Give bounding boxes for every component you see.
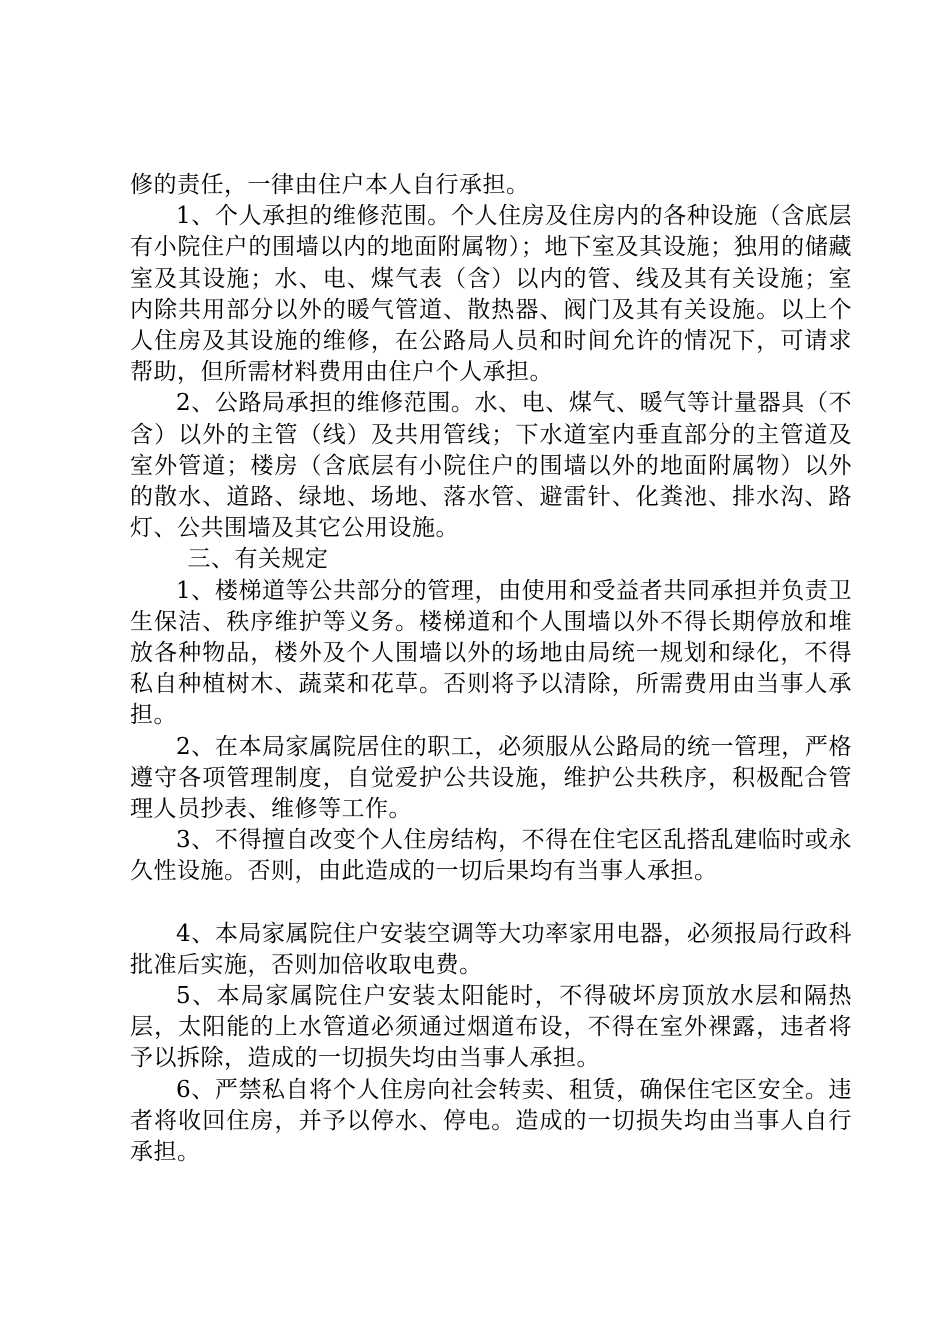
- paragraph-continuation: 修的责任，一律由住户本人自行承担。: [130, 172, 530, 198]
- paragraph-personal-repair-scope: 1、个人承担的维修范围。个人住房及住房内的各种设施（含底层有小院住户的围墙以内的地面附属物）；地下室及其设施；独用的储藏室及其设施；水、电、煤气表（含）以内的管、线及其有关设施；室内除共用部分以外的暖气管道、散热器、阀门及其有关设施。以上个人住房及其设施的维修，在公路局人员和时间允许的情况下，可请求帮助，但所需材料费用由住户个人承担。: [130, 203, 852, 386]
- paragraph-rule-5: 5、本局家属院住户安装太阳能时，不得破坏房顶放水层和隔热层，太阳能的上水管道必须通过烟道布设，不得在室外裸露，违者将予以拆除，造成的一切损失均由当事人承担。: [130, 983, 852, 1072]
- document-page: [130, 170, 852, 1168]
- paragraph-bureau-repair-scope: 2、公路局承担的维修范围。水、电、煤气、暖气等计量器具（不含）以外的主管（线）及共用管线；下水道室内垂直部分的主管道及室外管道；楼房（含底层有小院住户的围墙以外的地面附属物）以外的散水、道路、绿地、场地、落水管、避雷针、化粪池、排水沟、路灯、公共围墙及其它公用设施。: [130, 390, 852, 542]
- paragraph-rule-4: 4、本局家属院住户安装空调等大功率家用电器，必须报局行政科批准后实施，否则加倍收取电费。: [130, 920, 852, 978]
- section-heading-regulations: 三、有关规定: [187, 546, 329, 573]
- paragraph-rule-1: 1、楼梯道等公共部分的管理，由使用和受益者共同承担并负责卫生保洁、秩序维护等义务。楼梯道和个人围墙以外不得长期停放和堆放各种物品，楼外及个人围墙以外的场地由局统一规划和绿化，不得私自种植树木、蔬菜和花草。否则将予以清除，所需费用由当事人承担。: [130, 577, 852, 729]
- blank-line: [130, 888, 852, 919]
- paragraph-rule-3: 3、不得擅自改变个人住房结构，不得在住宅区乱搭乱建临时或永久性设施。否则，由此造成的一切后果均有当事人承担。: [130, 827, 852, 885]
- paragraph-rule-2: 2、在本局家属院居住的职工，必须服从公路局的统一管理，严格遵守各项管理制度，自觉爱护公共设施，维护公共秩序，积极配合管理人员抄表、维修等工作。: [130, 733, 852, 823]
- paragraph-rule-6: 6、严禁私自将个人住房向社会转卖、租赁，确保住宅区安全。违者将收回住房，并予以停水、停电。造成的一切损失均由当事人自行承担。: [130, 1076, 852, 1166]
